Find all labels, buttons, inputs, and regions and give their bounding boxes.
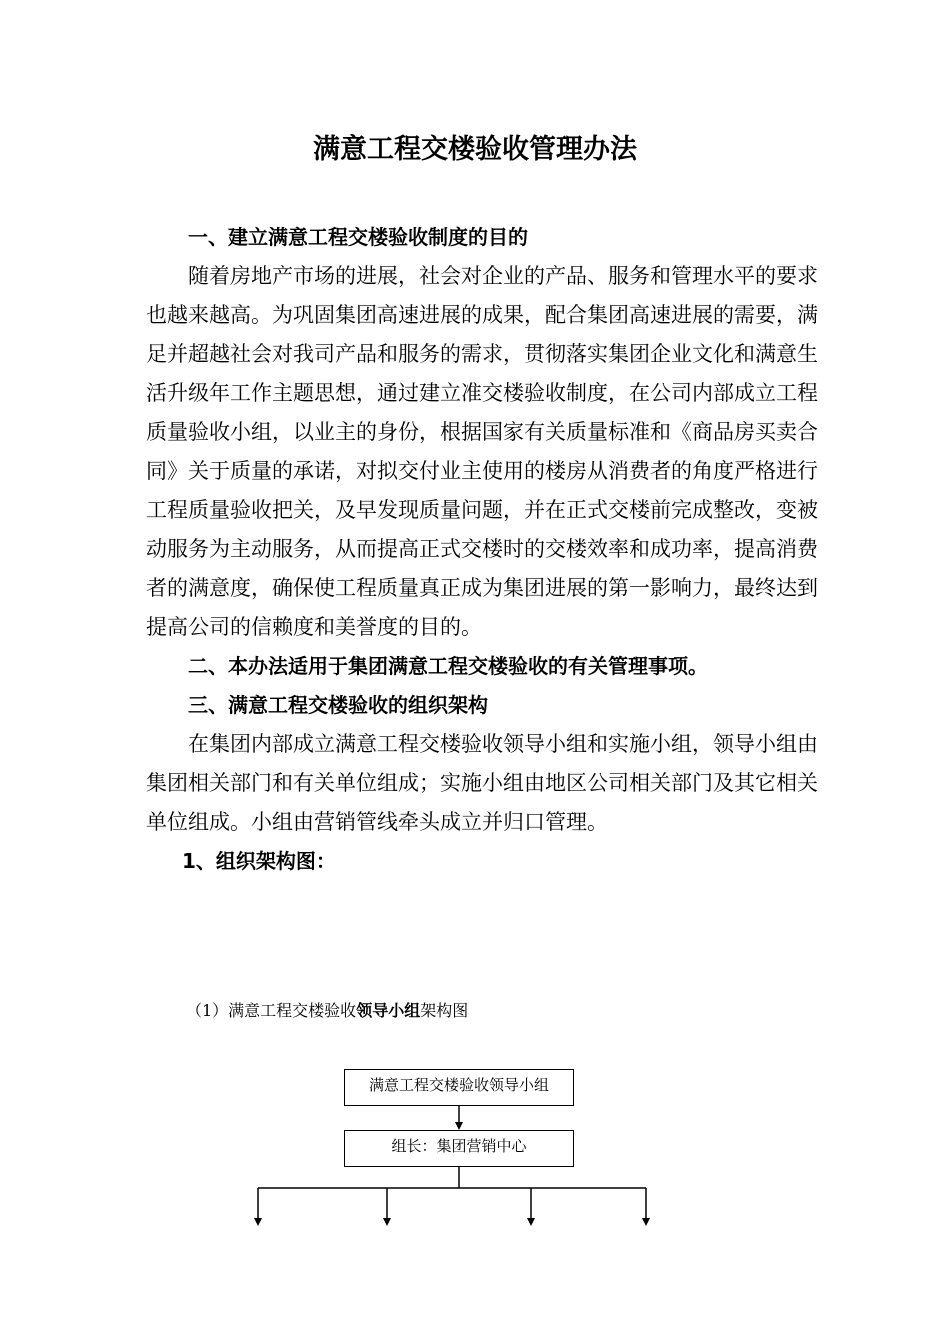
org-box-leadership-group: 满意工程交楼验收领导小组	[344, 1069, 574, 1106]
page-title: 满意工程交楼验收管理办法	[313, 134, 637, 165]
section-3-paragraph: 在集团内部成立满意工程交楼验收领导小组和实施小组，领导小组由集团相关部门和有关单位组成；实施小组由地区公司相关部门及其它相关单位组成。小组由营销管线牵头成立并归口管理。	[146, 732, 818, 834]
figure-caption-suffix: 架构图	[420, 1001, 469, 1020]
section-2-heading: 二、本办法适用于集团满意工程交楼验收的有关管理事项。	[188, 654, 708, 678]
figure-caption-prefix: （1）满意工程交楼验收	[186, 1001, 357, 1020]
section-3-heading: 三、满意工程交楼验收的组织架构	[188, 693, 488, 717]
section-3-subheading: 1、组织架构图：	[182, 849, 336, 873]
section-1-paragraph: 随着房地产市场的进展，社会对企业的产品、服务和管理水平的要求也越来越高。为巩固集团高速进展的成果，配合集团高速进展的需要，满足并超越社会对我司产品和服务的需求，贯彻落实集团企业文化和满意生活升级年工作主题思想，通过建立准交楼验收制度，在公司内部成立工程质量验收小组，以业主的身份，根据国家有关质量标准和《商品房买卖合同》关于质量的承诺，对拟交付业主使用的楼房从消费者的角度严格进行工程质量验收把关，及早发现质量问题，并在正式交楼前完成整改，变被动服务为主动服务，从而提高正式交楼时的交楼效率和成功率，提高消费者的满意度，确保使工程质量真正成为集团进展的第一影响力，最终达到提高公司的信赖度和美誉度的目的。	[146, 264, 818, 639]
org-box-group-leader: 组长：集团营销中心	[344, 1130, 574, 1167]
section-1-heading: 一、建立满意工程交楼验收制度的目的	[188, 225, 528, 249]
figure-caption-bold: 领导小组	[356, 1001, 421, 1020]
